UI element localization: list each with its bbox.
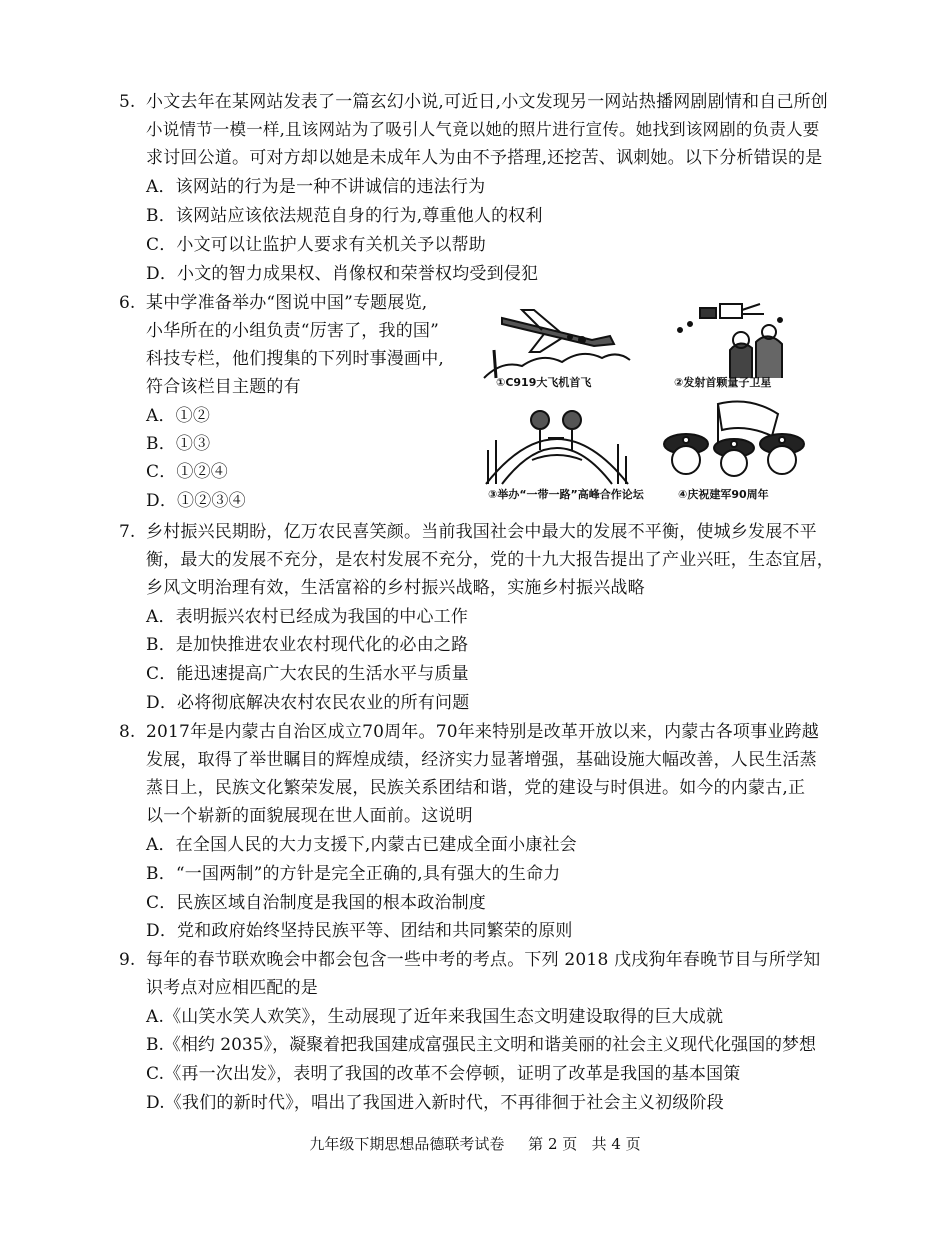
question-7-stem-line-1: 乡村振兴民期盼，亿万农民喜笑颜。当前我国社会中最大的发展不平衡，使城乡发展不平 xyxy=(146,522,817,542)
question-7-option-b: B．是加快推进农业农村现代化的必由之路 xyxy=(146,635,469,655)
question-6-stem-line-2: 小华所在的小组负责“厉害了，我的国” xyxy=(146,321,439,341)
question-9-stem-line-1: 每年的春节联欢晚会中都会包含一些中考的考点。下列 2018 戊戌狗年春晚节目与所学知 xyxy=(146,950,821,970)
question-8-option-c: C．民族区域自治制度是我国的根本政治制度 xyxy=(146,893,487,913)
question-7-stem-line-3: 乡风文明治理有效，生活富裕的乡村振兴战略，实施乡村振兴战略 xyxy=(146,578,645,598)
figure-caption-2: ②发射首颗量子卫星 xyxy=(674,376,772,389)
question-8-option-d: D．党和政府始终坚持民族平等、团结和共同繁荣的原则 xyxy=(146,921,573,941)
question-6-option-c: C．①②④ xyxy=(146,462,229,482)
question-8-option-b: B．“一国两制”的方针是完全正确的,具有强大的生命力 xyxy=(146,864,561,884)
question-9-stem-line-2: 识考点对应相匹配的是 xyxy=(146,978,318,998)
question-8-option-a: A．在全国人民的大力支援下,内蒙古已建成全面小康社会 xyxy=(146,835,577,855)
question-9-number: 9. xyxy=(119,950,136,970)
question-7-option-c: C．能迅速提高广大农民的生活水平与质量 xyxy=(146,664,469,684)
question-5-stem-line-1: 小文去年在某网站发表了一篇玄幻小说,可近日,小文发现另一网站热播网剧剧情和自己所创 xyxy=(146,92,829,112)
question-6-number: 6. xyxy=(119,293,136,313)
army-anniversary-cartoon xyxy=(660,394,810,494)
question-8-number: 8. xyxy=(119,722,136,742)
question-8-stem-line-4: 以一个崭新的面貌展现在世人面前。这说明 xyxy=(146,806,473,826)
question-5-option-a: A．该网站的行为是一种不讲诚信的违法行为 xyxy=(146,177,486,197)
page-footer: 九年级下期思想品德联考试卷 第 2 页 共 4 页 xyxy=(309,1135,641,1153)
question-5-stem-line-3: 求讨回公道。可对方却以她是未成年人为由不予搭理,还挖苦、讽刺她。以下分析错误的是 xyxy=(146,148,823,168)
question-6-stem-line-3: 科技专栏，他们搜集的下列时事漫画中, xyxy=(146,349,445,369)
question-6-option-d: D．①②③④ xyxy=(146,491,246,511)
question-8-stem-line-2: 发展，取得了举世瞩目的辉煌成绩，经济实力显著增强，基础设施大幅改善，人民生活蒸 xyxy=(146,750,817,770)
question-9-option-d: D.《我们的新时代》，唱出了我国进入新时代，不再徘徊于社会主义初级阶段 xyxy=(146,1093,724,1113)
figure-caption-4: ④庆祝建军90周年 xyxy=(678,488,769,501)
question-5-number: 5. xyxy=(119,92,136,112)
cartoon-figure xyxy=(482,290,812,502)
question-7-number: 7. xyxy=(119,522,136,542)
question-5-option-d: D．小文的智力成果权、肖像权和荣誉权均受到侵犯 xyxy=(146,264,539,284)
question-6-stem-line-1: 某中学准备举办“图说中国”专题展览, xyxy=(146,293,428,313)
question-7-option-d: D．必将彻底解决农村农民农业的所有问题 xyxy=(146,693,470,713)
figure-caption-1: ①C919大飞机首飞 xyxy=(496,376,592,389)
question-7-stem-line-2: 衡，最大的发展不充分，是农村发展不充分，党的十九大报告提出了产业兴旺，生态宜居， xyxy=(146,550,834,570)
question-6-option-a: A．①② xyxy=(146,406,211,426)
question-6-stem-line-4: 符合该栏目主题的有 xyxy=(146,377,301,397)
question-5-stem-line-2: 小说情节一模一样,且该网站为了吸引人气竟以她的照片进行宣传。她找到该网剧的负责人要 xyxy=(146,120,820,139)
belt-and-road-cartoon xyxy=(482,394,632,494)
question-9-option-c: C.《再一次出发》，表明了我国的改革不会停顿，证明了改革是我国的基本国策 xyxy=(146,1064,741,1084)
question-5-option-b: B．该网站应该依法规范自身的行为,尊重他人的权利 xyxy=(146,206,543,226)
question-5-option-c: C．小文可以让监护人要求有关机关予以帮助 xyxy=(146,235,487,255)
question-8-stem-line-3: 蒸日上，民族文化繁荣发展，民族关系团结和谐，党的建设与时俱进。如今的内蒙古,正 xyxy=(146,778,806,798)
question-6-option-b: B．①③ xyxy=(146,434,211,454)
question-7-option-a: A．表明振兴农村已经成为我国的中心工作 xyxy=(146,607,469,627)
question-9-option-a: A.《山笑水笑人欢笑》，生动展现了近年来我国生态文明建设取得的巨大成就 xyxy=(146,1007,724,1027)
figure-caption-3: ③举办“一带一路”高峰合作论坛 xyxy=(488,488,644,501)
question-8-stem-line-1: 2017年是内蒙古自治区成立70周年。70年来特别是改革开放以来，内蒙古各项事业跨越 xyxy=(146,722,819,742)
question-9-option-b: B.《相约 2035》，凝聚着把我国建成富强民主文明和谐美丽的社会主义现代化强国的梦想 xyxy=(146,1035,817,1055)
